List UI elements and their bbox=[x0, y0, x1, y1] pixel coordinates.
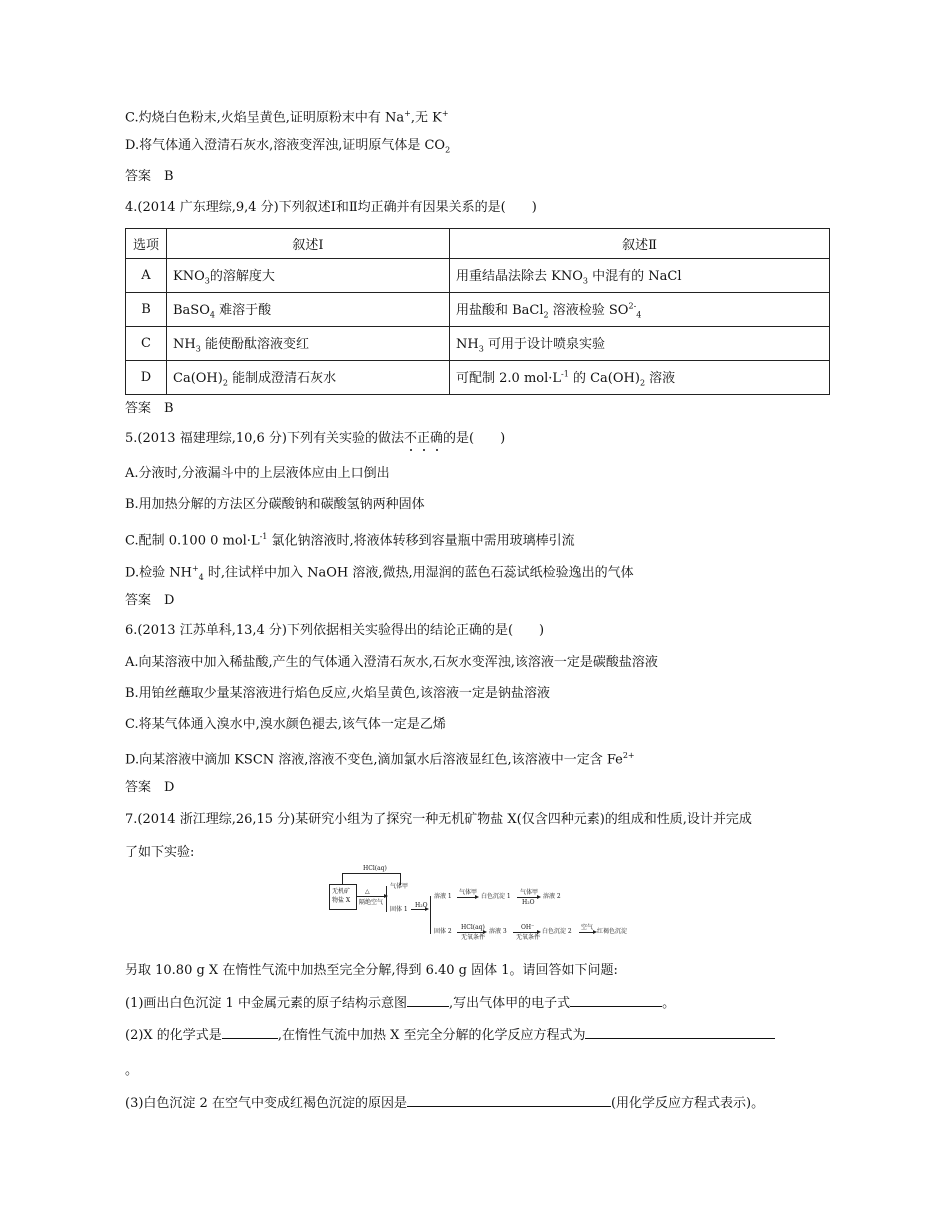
table-cell-statement-2: 用盐酸和 BaCl$_2$ 溶液检验 $SO^{2-}_4$ bbox=[450, 293, 830, 327]
experiment-flowchart bbox=[329, 865, 634, 941]
white-ppt-1-label: 白色沉淀 1 bbox=[481, 893, 511, 900]
q6-option-b: B.用铂丝蘸取少量某溶液进行焰色反应,火焰呈黄色,该溶液一定是钠盐溶液 bbox=[125, 686, 550, 701]
table-header: 叙述Ⅱ bbox=[450, 229, 830, 259]
air-label: 空气 bbox=[581, 924, 594, 931]
q7-part-2: (2)X 的化学式是 ,在惰性气流中加热 X 至完全分解的化学反应方程式为 bbox=[125, 1026, 775, 1045]
table-cell-statement-1: $Ca(OH)_2$ 能制成澄清石灰水 bbox=[167, 361, 450, 395]
no-air-2-label: 无氧条件 bbox=[516, 934, 541, 941]
hcl-mid-label: HCl(aq) bbox=[461, 924, 485, 931]
table-header: 叙述Ⅰ bbox=[167, 229, 450, 259]
q6-option-d: D.向某溶液中滴加 KSCN 溶液,溶液不变色,滴加氯水后溶液显红色,该溶液中一定含 $Fe^{2+}$ bbox=[125, 751, 635, 768]
q7-stem-1: 7.(2014 浙江理综,26,15 分)某研究小组为了探究一种无机矿物盐 X(仅含四种元素)的组成和性质,设计并完成 bbox=[125, 812, 752, 827]
solution-3-label: 溶液 3 bbox=[489, 928, 507, 935]
solution-2-label: 溶液 2 bbox=[543, 893, 561, 900]
hcl-top-label: HCl(aq) bbox=[363, 865, 387, 872]
gas-a-2-label: 气体甲 bbox=[459, 889, 478, 896]
q5-option-a: A.分液时,分液漏斗中的上层液体应由上口倒出 bbox=[125, 466, 390, 481]
solid-2-label: 固体 2 bbox=[434, 928, 452, 935]
q6-stem: 6.(2013 江苏单科,13,4 分)下列依据相关实验得出的结论正确的是( ) bbox=[125, 623, 545, 638]
no-air-1-label: 无氧条件 bbox=[461, 934, 486, 941]
isolate-air-label: 隔绝空气 bbox=[359, 899, 384, 906]
oh-label: OH⁻ bbox=[521, 924, 535, 931]
table-header-row bbox=[126, 229, 830, 259]
solution-1-label: 溶液 1 bbox=[434, 893, 452, 900]
q5-option-c: C.配制 0.100 0 $mol\cdot L^{-1}$ 氯化钠溶液时,将液体转移到容量瓶中需用玻璃棒引流 bbox=[125, 532, 575, 549]
q7-part-2-end: 。 bbox=[125, 1063, 139, 1078]
q3-option-d: D.将气体通入澄清石灰水,溶液变浑浊,证明原气体是 $CO_2$ bbox=[125, 138, 451, 155]
table-row bbox=[126, 259, 830, 293]
mineral-label-2: 物盐 X bbox=[332, 897, 351, 904]
q4-stem: 4.(2014 广东理综,9,4 分)下列叙述Ⅰ和Ⅱ均正确并有因果关系的是( ) bbox=[125, 200, 537, 215]
gas-arrow-1 bbox=[457, 897, 477, 898]
q7-part-1: (1)画出白色沉淀 1 中金属元素的原子结构示意图 ,写出气体甲的电子式 。 bbox=[125, 996, 676, 1011]
table-cell-option: A bbox=[126, 259, 167, 293]
hcl-arrow-mid bbox=[457, 932, 485, 933]
oh-arrow bbox=[513, 932, 539, 933]
gas-arrow-2 bbox=[517, 897, 539, 898]
answer-blank[interactable] bbox=[570, 994, 662, 1007]
q6-option-c: C.将某气体通入溴水中,溴水颜色褪去,该气体一定是乙烯 bbox=[125, 717, 446, 732]
q7-part-3: (3)白色沉淀 2 在空气中变成红褐色沉淀的原因是 (用化学反应方程式表示)。 bbox=[125, 1096, 765, 1111]
table-cell-option: B bbox=[126, 293, 167, 327]
air-arrow bbox=[579, 932, 595, 933]
split-line bbox=[386, 886, 387, 912]
q3-answer: 答案 B bbox=[125, 169, 174, 184]
q5-option-b: B.用加热分解的方法区分碳酸钠和碳酸氢钠两种固体 bbox=[125, 497, 425, 512]
table-cell-statement-1: $KNO_3$的溶解度大 bbox=[167, 259, 450, 293]
mineral-label-1: 无机矿 bbox=[332, 888, 351, 895]
answer-blank[interactable] bbox=[407, 994, 449, 1007]
table-cell-statement-2: $NH_3$ 可用于设计喷泉实验 bbox=[450, 327, 830, 361]
solid-1-label: 固体 1 bbox=[390, 906, 408, 913]
heat-arrow bbox=[356, 896, 386, 897]
water-arrow bbox=[411, 909, 427, 910]
table-row bbox=[126, 361, 830, 395]
gas-a-label: 气体甲 bbox=[390, 883, 409, 890]
table-cell-option: D bbox=[126, 361, 167, 395]
q5-option-d: D.检验 $NH^+_4$ 时,往试样中加入 NaOH 溶液,微热,用湿润的蓝色石蕊试纸检验逸出的气体 bbox=[125, 564, 634, 582]
table-cell-statement-1: BaSO$_4$ 难溶于酸 bbox=[167, 293, 450, 327]
q7-stem-2: 了如下实验: bbox=[125, 845, 195, 860]
table-row bbox=[126, 327, 830, 361]
q3-option-c: C.灼烧白色粉末,火焰呈黄色,证明原粉末中有 Na+,无 K+ bbox=[125, 109, 449, 126]
table-cell-option: C bbox=[126, 327, 167, 361]
table-row bbox=[126, 293, 830, 327]
table-header: 选项 bbox=[126, 229, 167, 259]
answer-blank[interactable] bbox=[585, 1026, 775, 1039]
q4-table bbox=[125, 228, 830, 395]
answer-blank[interactable] bbox=[222, 1026, 278, 1039]
water-label: H₂O bbox=[415, 902, 428, 909]
table-cell-statement-2: 可配制 2.0 $mol\cdot L^{-1}$ 的 $Ca(OH)_2$ 溶液 bbox=[450, 361, 830, 395]
answer-blank[interactable] bbox=[407, 1094, 611, 1107]
q5-stem: 5.(2013 福建理综,10,6 分)下列有关实验的做法不正确的是( ) bbox=[125, 431, 506, 446]
q6-option-a: A.向某溶液中加入稀盐酸,产生的气体通入澄清石灰水,石灰水变浑浊,该溶液一定是碳酸盐溶液 bbox=[125, 655, 658, 670]
heat-label: △ bbox=[365, 888, 370, 895]
table-cell-statement-2: 用重结晶法除去 $KNO_3$ 中混有的 NaCl bbox=[450, 259, 830, 293]
q5-answer: 答案 D bbox=[125, 593, 175, 608]
q4-answer: 答案 B bbox=[125, 401, 174, 416]
red-brown-label: 红褐色沉淀 bbox=[597, 928, 628, 935]
q6-answer: 答案 D bbox=[125, 780, 175, 795]
q7-stem-3: 另取 10.80 g X 在惰性气流中加热至完全分解,得到 6.40 g 固体 1。请回答如下问题: bbox=[125, 963, 618, 978]
branch-line bbox=[430, 896, 431, 934]
gas-a-3-label: 气体甲 bbox=[520, 889, 539, 896]
white-ppt-2-label: 白色沉淀 2 bbox=[542, 928, 572, 935]
table-cell-statement-1: $NH_3$ 能使酚酞溶液变红 bbox=[167, 327, 450, 361]
h2o-2-label: H₂O bbox=[522, 899, 535, 906]
